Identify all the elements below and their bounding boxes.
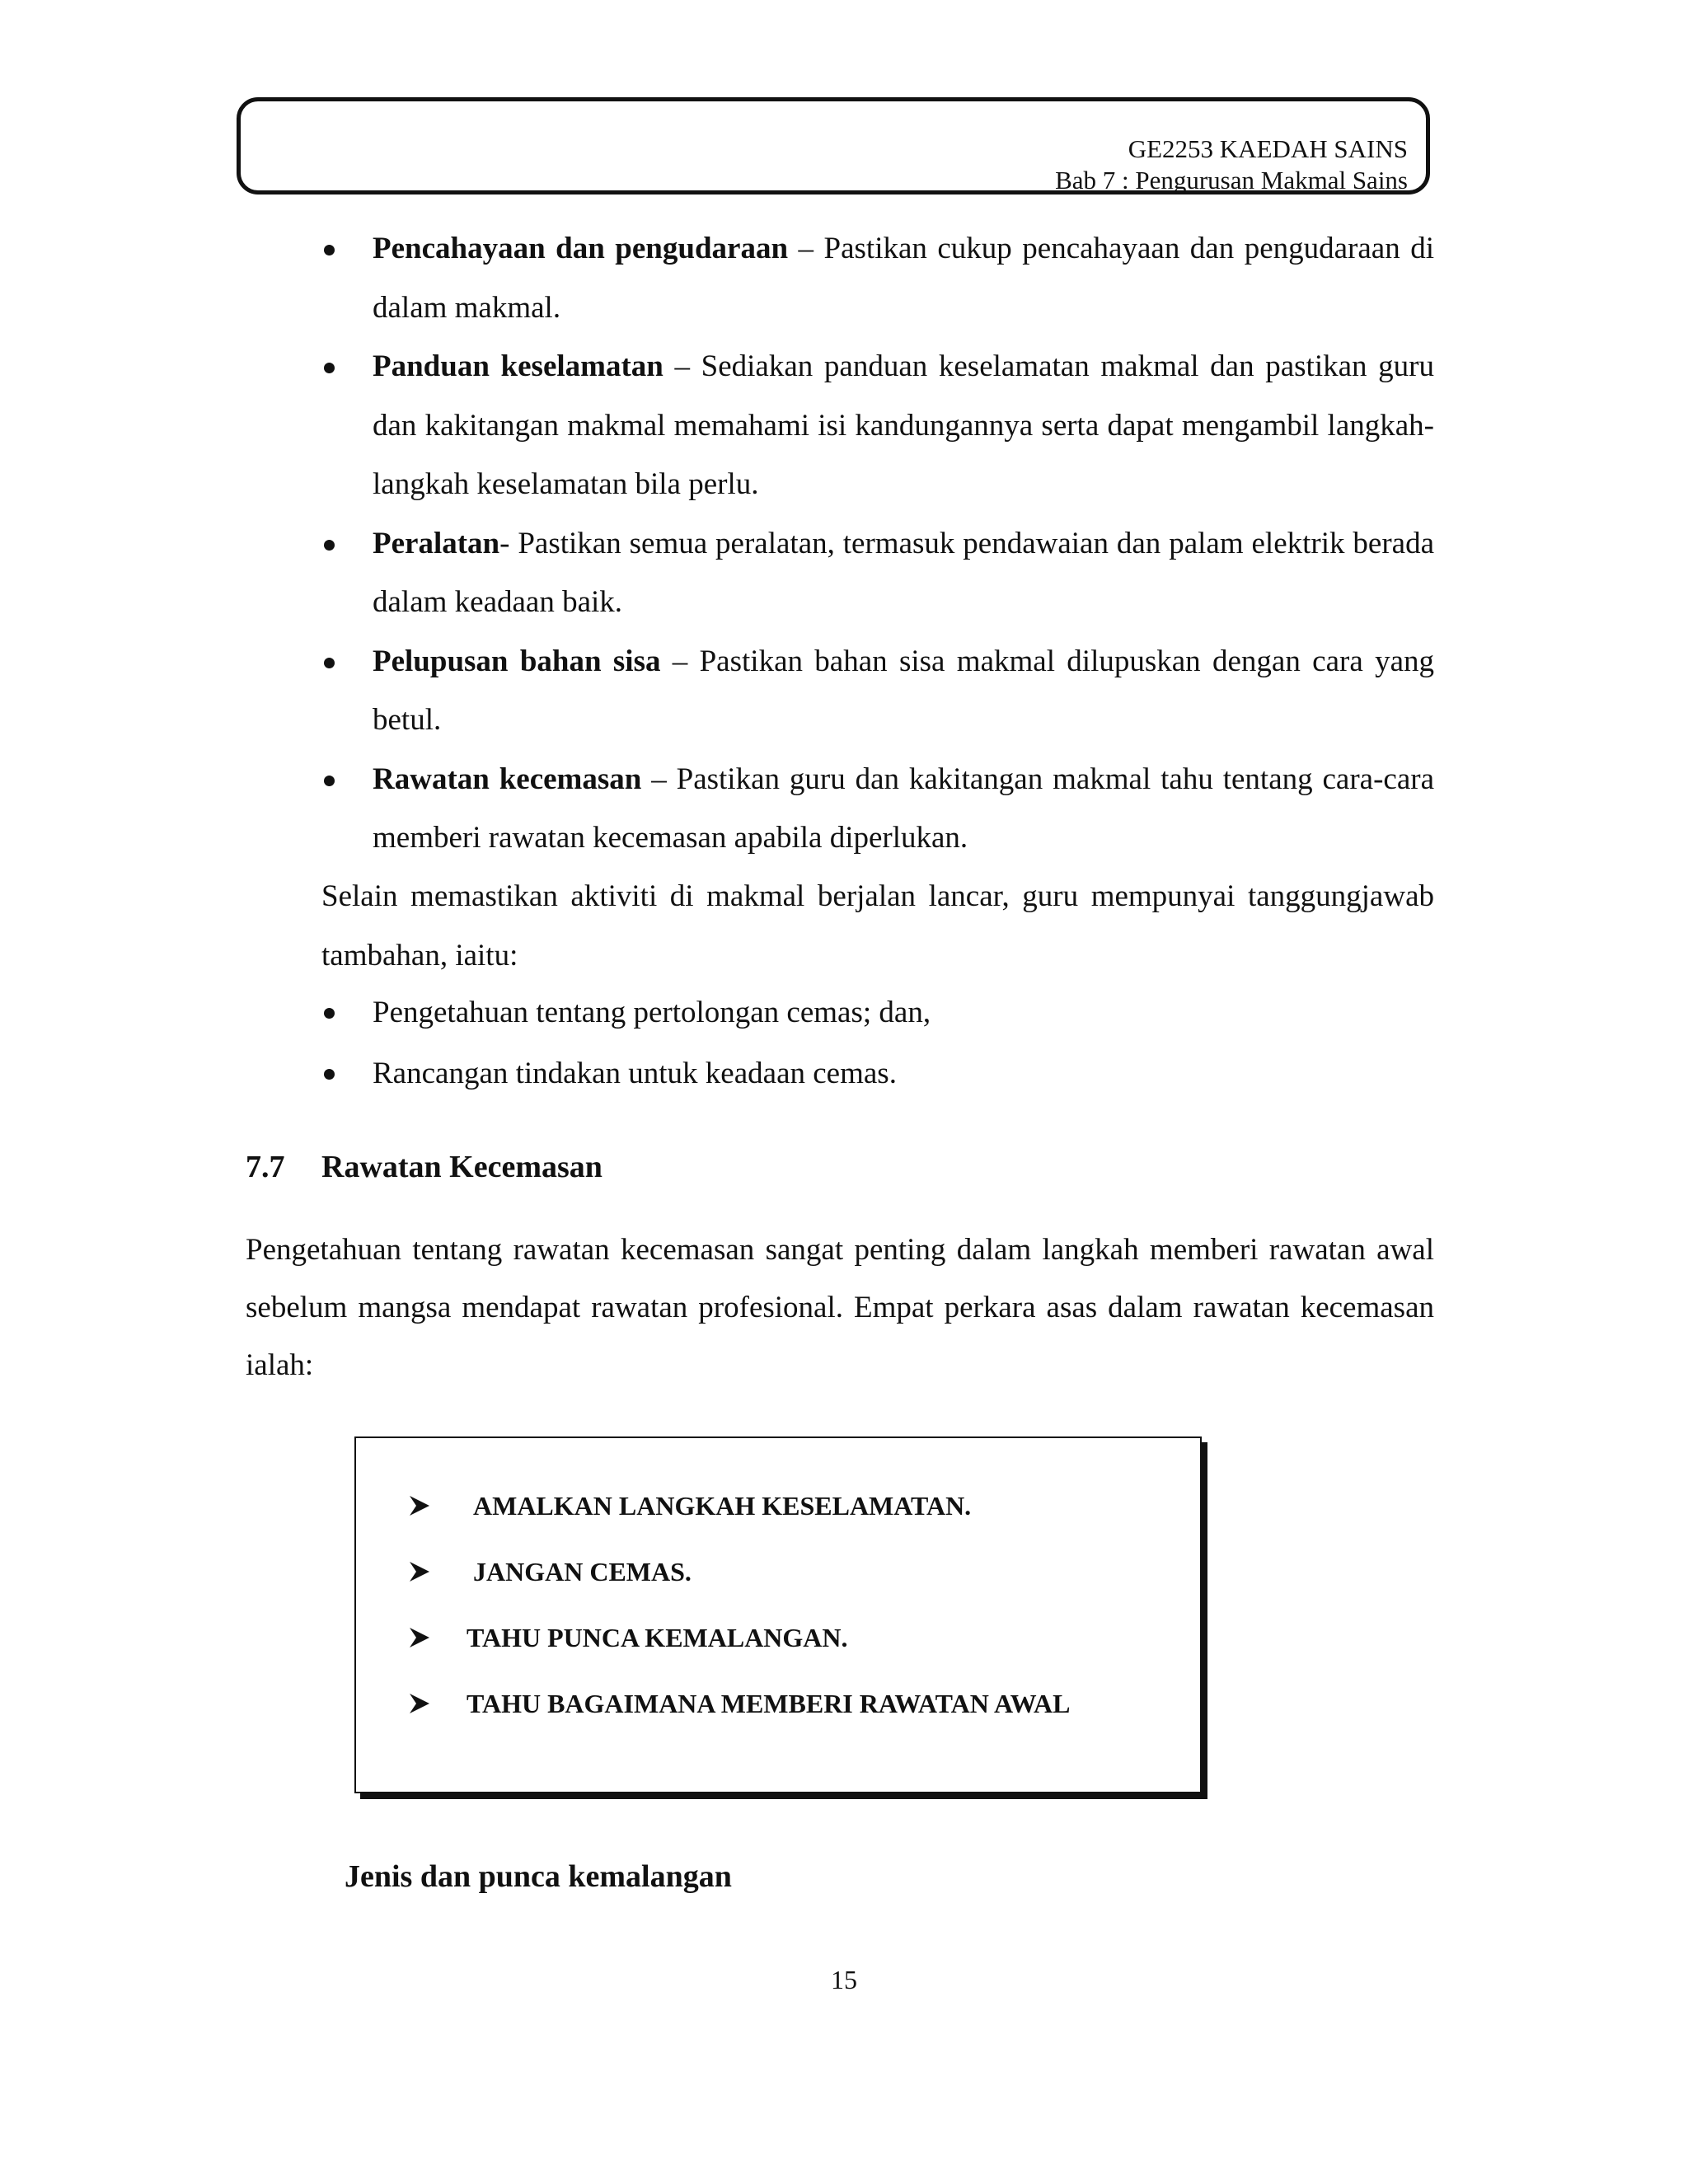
callout-text: TAHU PUNCA KEMALANGAN. xyxy=(467,1623,848,1652)
paragraph-intro: Pengetahuan tentang rawatan kecemasan sangat penting dalam langkah memberi rawatan awal sebelum mangsa mendapat rawatan profesional. Empat perkara asas dalam rawatan kecemasan ialah: xyxy=(246,1233,1434,1382)
list-item xyxy=(317,337,1434,514)
section-title: Rawatan Kecemasan xyxy=(321,1150,603,1184)
list-item xyxy=(317,750,1434,868)
bullet-term: Rawatan kecemasan xyxy=(373,762,642,796)
bullet-term: Peralatan xyxy=(373,526,500,560)
bullet-term: Pelupusan bahan sisa xyxy=(373,644,661,678)
bullet-icon xyxy=(324,658,335,668)
subheading: Jenis dan punca kemalangan xyxy=(345,1859,732,1894)
responsibility-bullet-list xyxy=(317,982,1434,1104)
safety-bullet-list xyxy=(317,219,1434,868)
list-item xyxy=(407,1489,1071,1555)
callout-text: JANGAN CEMAS. xyxy=(473,1557,692,1586)
list-item xyxy=(317,219,1434,337)
arrowhead-bullet-icon xyxy=(407,1687,434,1720)
paragraph-responsibilities: Selain memastikan aktiviti di makmal berjalan lancar, guru mempunyai tanggungjawab tambahan, iaitu: xyxy=(321,879,1434,972)
bullet-icon xyxy=(324,540,335,551)
list-item xyxy=(317,632,1434,750)
list-item xyxy=(407,1687,1071,1753)
bullet-icon xyxy=(324,1069,335,1080)
callout-box xyxy=(354,1436,1202,1793)
bullet-icon xyxy=(324,776,335,786)
callout-list xyxy=(407,1489,1071,1753)
bullet-icon xyxy=(324,1008,335,1019)
bullet-term: Panduan keselamatan xyxy=(373,349,663,383)
list-item xyxy=(317,1043,1434,1104)
bullet-icon xyxy=(324,363,335,373)
bullet-text: – Pastikan guru dan kakitangan makmal tahu tentang cara-cara memberi rawatan kecemasan apabila diperlukan. xyxy=(373,762,1434,855)
bullet-text: – Sediakan panduan keselamatan makmal dan pastikan guru dan kakitangan makmal memahami isi kandungannya serta dapat mengambil langkah-langkah keselamatan bila perlu. xyxy=(373,349,1434,501)
bullet-text: Pengetahuan tentang pertolongan cemas; dan, xyxy=(373,996,931,1029)
arrowhead-bullet-icon xyxy=(407,1555,434,1588)
section-heading xyxy=(246,1146,603,1188)
list-item xyxy=(407,1621,1071,1687)
list-item xyxy=(317,982,1434,1043)
bullet-icon xyxy=(324,245,335,255)
bullet-term: Pencahayaan dan pengudaraan xyxy=(373,232,789,265)
header-chapter: Bab 7 : Pengurusan Makmal Sains xyxy=(1055,166,1408,194)
running-header xyxy=(237,97,1430,194)
callout-text: AMALKAN LANGKAH KESELAMATAN. xyxy=(473,1491,972,1521)
list-item xyxy=(407,1555,1071,1621)
callout-text: TAHU BAGAIMANA MEMBERI RAWATAN AWAL xyxy=(467,1689,1071,1718)
page-number: 15 xyxy=(831,1965,857,1994)
arrowhead-bullet-icon xyxy=(407,1621,434,1654)
section-number: 7.7 xyxy=(246,1150,285,1184)
list-item xyxy=(317,514,1434,632)
header-course: GE2253 KAEDAH SAINS xyxy=(1128,134,1408,163)
bullet-text: Rancangan tindakan untuk keadaan cemas. xyxy=(373,1057,897,1090)
bullet-text: – Pastikan bahan sisa makmal dilupuskan dengan cara yang betul. xyxy=(373,644,1434,737)
bullet-text: - Pastikan semua peralatan, termasuk pendawaian dan palam elektrik berada dalam keadaan baik. xyxy=(373,526,1434,619)
arrowhead-bullet-icon xyxy=(407,1489,434,1522)
bullet-text: – Pastikan cukup pencahayaan dan pengudaraan di dalam makmal. xyxy=(373,232,1434,325)
